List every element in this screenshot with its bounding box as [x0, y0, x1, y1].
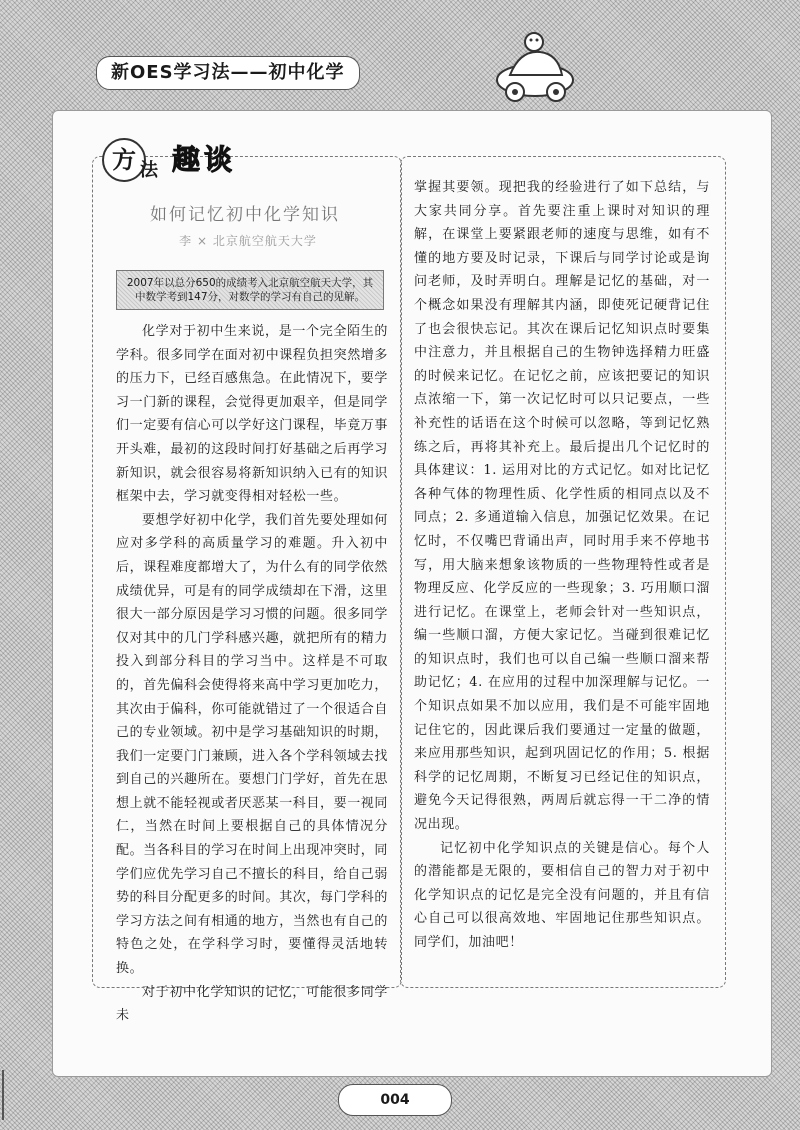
page-number-badge — [338, 1084, 452, 1116]
paragraph: 掌握其要领。现把我的经验进行了如下总结，与大家共同分享。首先要注重上课时对知识的理解，在课堂上要紧跟老师的速度与思维，如有不懂的地方要及时记录，下课后与同学讨论或是询问老师，及时弄明白。理解是记忆的基础，对一个概念如果没有理解其内涵，即使死记硬背记住了也会很快忘记。其次在课后记忆知识点时要集中注意力，并且根据自己的生物钟选择精力旺盛的时候来记忆。在记忆之前，应该把要记的知识点浓缩一下，第一次记忆时可以只记要点，一些补充性的话语在这个时候可以忽略，等到记忆熟练之后，再将其补充上。最后提出几个记忆时的具体建议：1. 运用对比的方式记忆。如对比记忆各种气体的物理性质、化学性质的相同点以及不同点；2. 多通道输入信息，加强记忆效果。在记忆时，不仅嘴巴背诵出声，同时用手来不停地书写，用大脑来想象该物质的一些物理特性或者是物理反应、化学反应的一些现象；3. 巧用顺口溜进行记忆。在课堂上，老师会针对一些知识点，编一些顺口溜，方便大家记忆。当碰到很难记忆的知识点时，我们也可以自己编一些顺口溜来帮助记忆；4. 在应用的过程中加深理解与记忆。一个知识点如果不加以应用，我们是不可能牢固地记住它的，因此课后我们要通过一定量的做题，来应用那些知识，起到巩固记忆的作用；5. 根据科学的记忆周期，不断复习已经记住的知识点，避免今天记得很熟，两周后就忘得一干二净的情况出现。 — [414, 180, 710, 833]
article-byline: 李 × 北京航空航天大学 — [179, 234, 317, 248]
section-heading-method-talk — [96, 132, 256, 188]
paragraph: 要想学好初中化学，我们首先要处理如何应对多学科的高质量学习的难题。升入初中后，课程难度都增大了，为什么有的同学依然成绩优异，可是有的同学成绩却在下滑，这里很大一部分原因是学习习惯的问题。很多同学仅对其中的几门学科感兴趣，就把所有的精力投入到部分科目的学习当中。这样是不可取的，首先偏科会使得将来高中学习更加吃力，其次由于偏科，你可能就错过了一个很适合自己的专业领域。初中是学习基础知识的时期，我们一定要门门兼顾，进入各个学科领域去找到自己的兴趣所在。要想门门学好，首先在思想上就不能轻视或者厌恶某一科目，要一视同仁，当然在时间上要根据自己的具体情况分配。当各科目的学习在时间上出现冲突时，同学们应优先学习自己不擅长的科目，给自己弱势的科目分配更多的时间。其次，每门学科的学习方法之间有相通的地方，当然也有自己的特色之处，在学科学习时，要懂得灵活地转换。 — [116, 512, 389, 977]
section-char-fang: 方 — [102, 138, 146, 182]
paragraph: 对于初中化学知识的记忆，可能很多同学未 — [116, 984, 388, 1024]
article-title: 如何记忆初中化学知识 — [150, 205, 340, 225]
paragraph: 化学对于初中生来说，是一个完全陌生的学科。很多同学在面对初中课程负担突然增多的压力下，已经百感焦急。在此情况下，要学习一门新的课程，会觉得更加艰辛，但是同学们一定要有信心可以学好这门课程，毕竟万事开头难，最初的这段时间打好基础之后再学习新知识，就会很容易将新知识纳入已有的知识框架中去，学习就变得相对轻松一些。 — [116, 324, 389, 505]
page-edge-mark — [2, 1070, 16, 1120]
author-intro-box — [116, 270, 384, 310]
right-column-text — [414, 176, 710, 955]
left-column-text — [116, 320, 388, 1028]
series-title-banner — [96, 56, 360, 90]
section-char-qutan: 趣谈 — [172, 143, 237, 176]
series-title: 新OES学习法——初中化学 — [111, 62, 345, 83]
section-char-fa: 法 — [140, 160, 158, 181]
page-number: 004 — [380, 1092, 410, 1108]
cartoon-car-illustration — [490, 20, 580, 110]
author-intro-text: 2007年以总分650的成绩考入北京航空航天大学，其中数学考到147分，对数学的学习有自己的见解。 — [126, 277, 374, 303]
paragraph: 记忆初中化学知识点的关键是信心。每个人的潜能都是无限的，要相信自己的智力对于初中化学知识点的记忆是完全没有问题的，并且有信心自己可以很高效地、牢固地记住那些知识点。同学们，加油吧！ — [414, 840, 710, 950]
